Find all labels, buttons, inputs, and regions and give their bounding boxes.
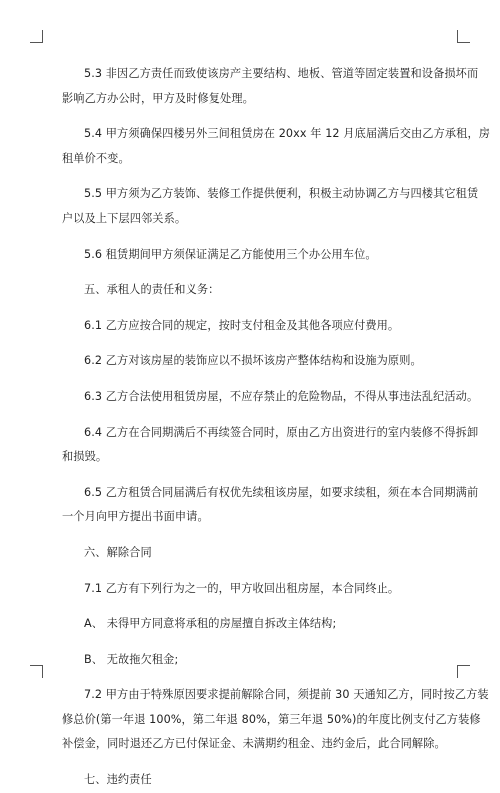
crop-mark-bottom-left bbox=[30, 665, 43, 678]
clause-5-4: 5.4 甲方须确保四楼另外三间租赁房在 20xx 年 12 月底届满后交由乙方承租，房 租单价不变。 bbox=[62, 127, 491, 165]
clause-5-5: 5.5 甲方须为乙方装饰、装修工作提供便利，积极主动协调乙方与四楼其它租赁 户以及上下层四邻关系。 bbox=[62, 187, 479, 225]
clause-5-3: 5.3 非因乙方责任而致使该房产主要结构、地板、管道等固定装置和设备损坏而 影响乙方办公时，甲方及时修复处理。 bbox=[62, 67, 479, 105]
crop-mark-top-left bbox=[30, 30, 43, 43]
clause-6-4: 6.4 乙方在合同期满后不再续签合同时，原由乙方出资进行的室内装修不得拆卸 和损毁。 bbox=[62, 425, 479, 464]
clause-6-3: 6.3 乙方合法使用租赁房屋，不应存禁止的危险物品，不得从事违法乱纪活动。 bbox=[84, 389, 479, 403]
clause-5-6: 5.6 租赁期间甲方须保证满足乙方能使用三个办公用车位。 bbox=[84, 247, 377, 261]
clause-6-2: 6.2 乙方对该房屋的装饰应以不损坏该房产整体结构和设施为原则。 bbox=[84, 354, 422, 368]
document-body bbox=[62, 62, 491, 793]
clause-7-1-a: A、 未得甲方同意将承租的房屋擅自拆改主体结构; bbox=[84, 617, 337, 631]
clause-7-2: 7.2 甲方由于特殊原因要求提前解除合同，须提前 30 天通知乙方，同时按乙方装 修总价(第一年退 100%，第二年退 80%，第三年退 50%)的年度比例支付乙方装修 补偿金，同时退还乙方已付保证金、未满期约租金、违约金后，此合同解除。 bbox=[62, 688, 489, 751]
section-heading-7: 七、违约责任 bbox=[84, 773, 152, 787]
clause-7-1: 7.1 乙方有下列行为之一的，甲方收回出租房屋，本合同终止。 bbox=[84, 581, 400, 595]
crop-mark-bottom-right bbox=[457, 665, 470, 678]
clause-7-1-b: B、 无故拖欠租金; bbox=[84, 652, 179, 666]
clause-6-1: 6.1 乙方应按合同的规定，按时支付租金及其他各项应付费用。 bbox=[84, 318, 400, 332]
section-heading-6: 六、解除合同 bbox=[84, 545, 152, 559]
crop-mark-top-right bbox=[457, 30, 470, 43]
section-heading-5: 五、承租人的责任和义务： bbox=[84, 283, 220, 297]
clause-6-5: 6.5 乙方租赁合同届满后有权优先续租该房屋，如要求续租，须在本合同期满前 一个月向甲方提出书面申请。 bbox=[62, 485, 479, 524]
